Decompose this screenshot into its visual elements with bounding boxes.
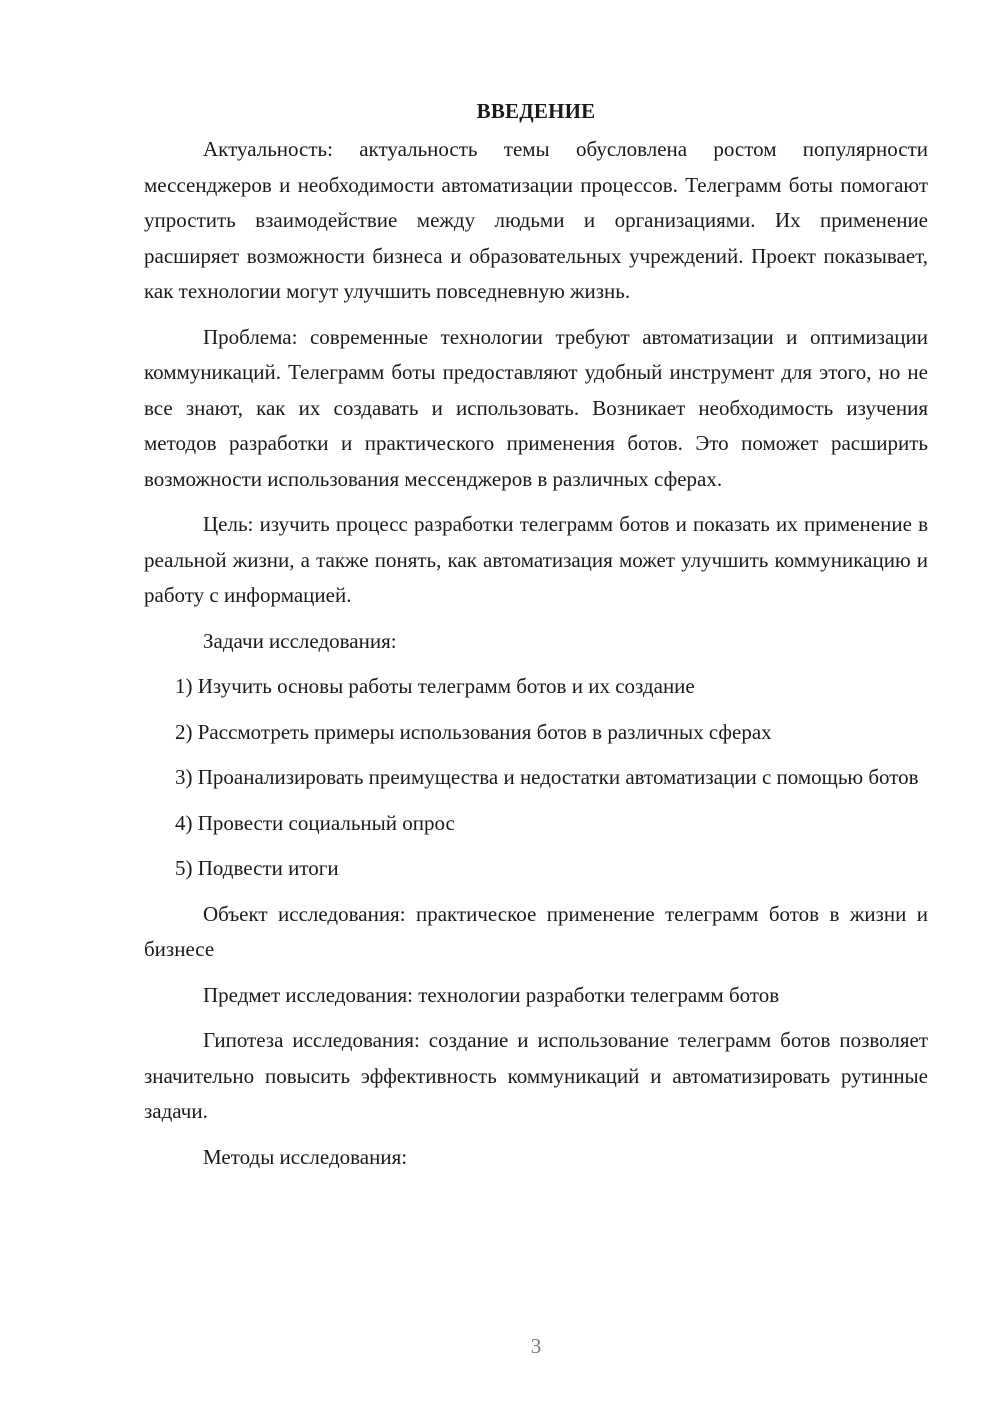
- section-title: ВВЕДЕНИЕ: [476, 99, 596, 123]
- paragraph-tasks-heading: Задачи исследования:: [203, 628, 397, 653]
- list-item: 1) Изучить основы работы телеграмм ботов и их создание: [175, 674, 695, 698]
- page-number: 3: [530, 1334, 542, 1358]
- tasks-list: [144, 669, 928, 887]
- paragraph-relevance: Актуальность: актуальность темы обусловлена ростом популярности мессенджеров и необходимости автоматизации процессов. Телеграмм боты помогают упростить взаимодействие между людьми и организациями. Их применение расширяет возможности бизнеса и образовательных учреждений. Проект показывает, как технологии могут улучшить повседневную жизнь.: [144, 137, 928, 303]
- paragraph-problem: Проблема: современные технологии требуют автоматизации и оптимизации коммуникаций. Телеграмм боты предоставляют удобный инструмент для этого, но не все знают, как их создавать и использовать. Возникает необходимость изучения методов разработки и практического применения ботов. Это поможет расширить возможности использования мессенджеров в различных сферах.: [144, 324, 928, 491]
- list-item: 3) Проанализировать преимущества и недостатки автоматизации с помощью ботов: [175, 765, 919, 789]
- document-page: [144, 94, 928, 1185]
- paragraph-methods-heading: Методы исследования:: [203, 1144, 408, 1169]
- paragraph-subject: Предмет исследования: технологии разработки телеграмм ботов: [203, 982, 780, 1007]
- paragraph-hypothesis: Гипотеза исследования: создание и использование телеграмм ботов позволяет значительно повысить эффективность коммуникаций и автоматизировать рутинные задачи.: [144, 1028, 928, 1123]
- list-item: 2) Рассмотреть примеры использования ботов в различных сферах: [175, 719, 772, 744]
- list-item: 5) Подвести итоги: [175, 856, 339, 880]
- paragraph-goal: Цель: изучить процесс разработки телеграмм ботов и показать их применение в реальной жизни, а также понять, как автоматизация может улучшить коммуникацию и работу с информацией.: [144, 512, 928, 607]
- list-item: 4) Провести социальный опрос: [175, 810, 455, 835]
- paragraph-object: Объект исследования: практическое применение телеграмм ботов в жизни и бизнесе: [144, 901, 928, 961]
